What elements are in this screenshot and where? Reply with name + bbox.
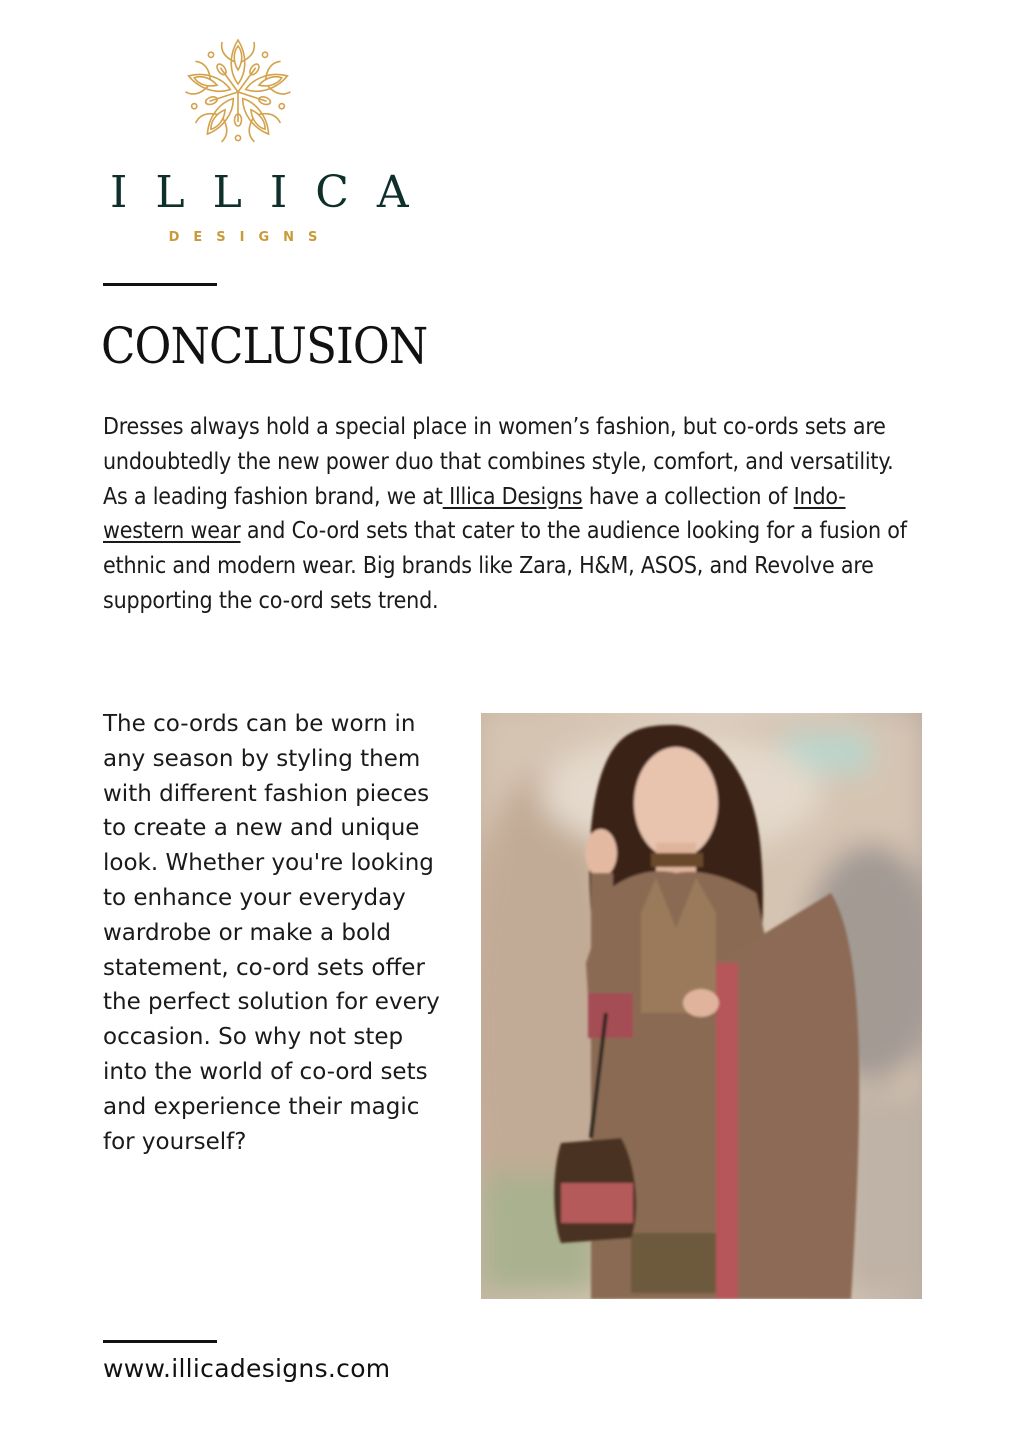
para1-text-c: and Co-ord sets that cater to the audience looking for a fusion of ethnic and modern wear. Big brands like Zara, H&M, ASOS, and Revolve are supporting the co-ord sets trend. [103, 518, 907, 614]
brand-tagline: DESIGNS [168, 230, 332, 245]
website-url[interactable]: www.illicadesigns.com [103, 1354, 391, 1383]
closing-paragraph: The co-ords can be worn in any season by styling them with different fashion pieces to create a new and unique look. Whether you're looking to enhance your everyday wardrobe or make a bold statement, co-ord sets offer the perfect solution for every occasion. So why not step into the world of co-ord sets and experience their magic for yourself? [103, 711, 440, 1155]
brand-logo [100, 30, 437, 250]
para1-text-a: Dresses always hold a special place in women’s fashion, but co-ords sets are undoubtedly the new power duo that combines style, comfort, and versatility. As a leading fashion brand, we at [103, 414, 894, 510]
intro-paragraph [103, 410, 923, 619]
indo-western-wear-link[interactable]: Indo-western wear [103, 483, 846, 545]
divider-bottom [103, 1340, 217, 1343]
model-illustration [481, 713, 922, 1299]
divider-top [103, 283, 217, 286]
product-photo [481, 713, 922, 1299]
brand-wordmark: ILLICA [110, 167, 437, 218]
illica-designs-link[interactable]: Illica Designs [442, 483, 583, 510]
lotus-mandala-icon [176, 30, 300, 154]
section-title: CONCLUSION [101, 317, 428, 375]
para1-text-b: have a collection of [582, 483, 794, 510]
